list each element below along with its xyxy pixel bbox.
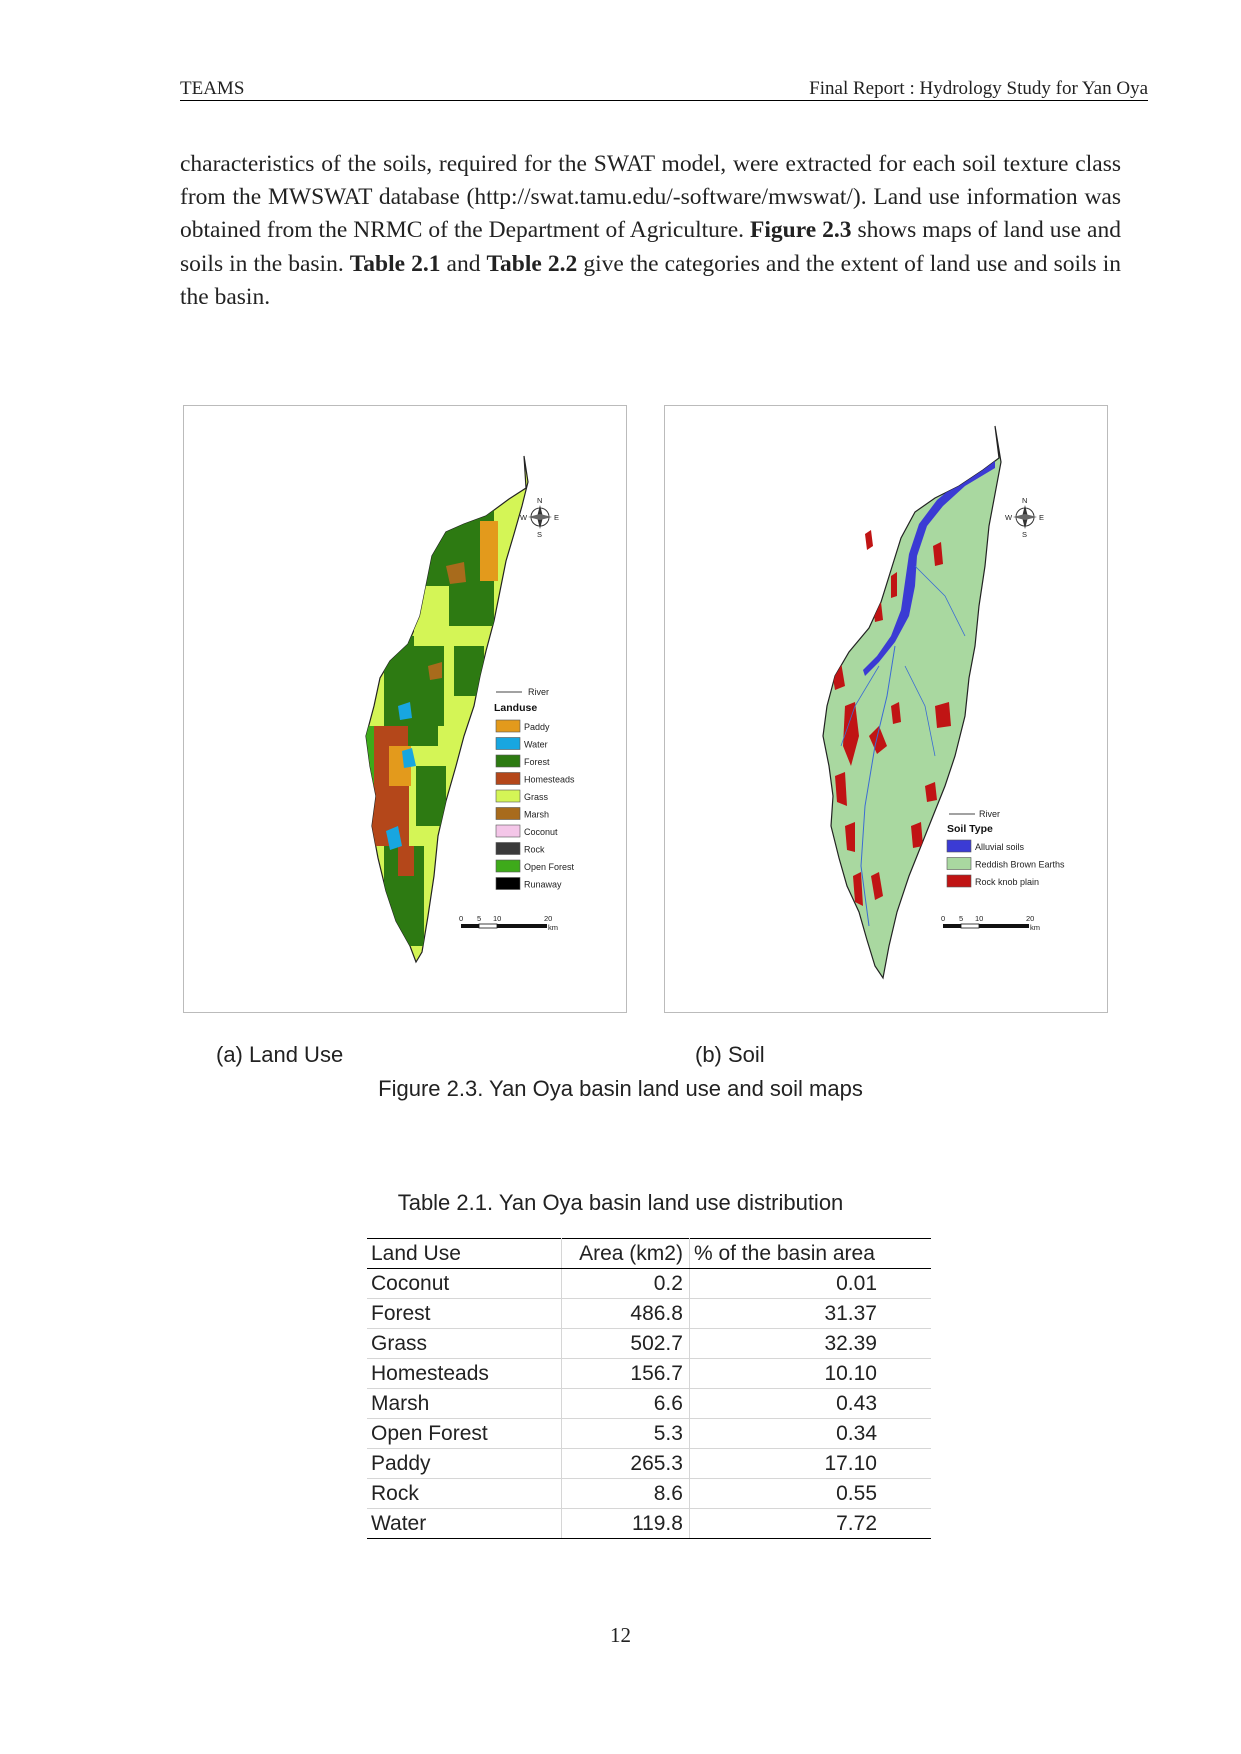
legend-label: Marsh [524, 809, 550, 820]
cell-percent: 31.37 [689, 1299, 931, 1329]
para-text-3: and [440, 250, 487, 277]
caption-b: (b) Soil [695, 1042, 765, 1067]
cell-land-use: Homesteads [367, 1359, 562, 1389]
legend-label: Forest [524, 757, 550, 767]
cell-area: 156.7 [562, 1359, 690, 1389]
cell-land-use: Forest [367, 1299, 562, 1329]
landuse-table [367, 1238, 931, 1539]
table-header-row [367, 1239, 931, 1269]
scale-0: 0 [459, 914, 464, 923]
cell-area: 8.6 [562, 1479, 690, 1509]
table-row [367, 1479, 931, 1509]
legend-label: Paddy [524, 722, 550, 732]
cell-percent: 32.39 [689, 1329, 931, 1359]
figure-caption: Figure 2.3. Yan Oya basin land use and soil maps [378, 1076, 863, 1101]
legend-label: Reddish Brown Earths [975, 859, 1065, 870]
header-area: Area (km2) [562, 1239, 690, 1269]
soil-compass-n: N [1022, 496, 1028, 505]
landuse-scale-bar [459, 914, 558, 932]
soil-compass-s: S [1022, 530, 1028, 539]
cell-land-use: Marsh [367, 1389, 562, 1419]
table-row [367, 1419, 931, 1449]
cell-percent: 0.01 [689, 1269, 931, 1299]
legend-label: Rock [524, 844, 545, 855]
landuse-map-graphic [184, 406, 626, 1012]
cell-percent: 17.10 [689, 1449, 931, 1479]
legend-swatch [496, 860, 520, 872]
soil-scale-10: 10 [975, 914, 984, 923]
soil-scale-0: 0 [941, 914, 946, 923]
cell-area: 5.3 [562, 1419, 690, 1449]
header-left: TEAMS [180, 78, 245, 99]
legend-river-label: River [528, 687, 550, 697]
compass-n: N [537, 496, 543, 505]
legend-swatch [496, 738, 520, 750]
landuse-map [183, 405, 627, 1013]
para-text-1: characteristics of the soils, required for the SWAT model, were extracted for each soil texture class from the MWSWAT database (http://swat.tamu.edu/-software/mwswat/). Land use information was obtained from the NRMC of the Department of Agriculture. [180, 151, 1121, 244]
page-header [180, 76, 1148, 101]
cell-percent: 0.43 [689, 1389, 931, 1419]
soil-legend-river-label: River [979, 809, 1001, 819]
table2-ref: Table 2.2 [486, 250, 578, 277]
para-text-4: give the categories and the extent of land use and soils in the basin. [180, 250, 1122, 310]
scale-10: 10 [493, 914, 502, 923]
soil-scale-bar [941, 914, 1040, 932]
cell-land-use: Coconut [367, 1269, 562, 1299]
cell-area: 502.7 [562, 1329, 690, 1359]
table-row [367, 1359, 931, 1389]
scale-5: 5 [477, 914, 482, 923]
legend-label: Open Forest [524, 862, 575, 872]
legend-label: Water [524, 739, 548, 750]
soil-scale-5: 5 [959, 914, 964, 923]
header-land-use: Land Use [367, 1239, 562, 1269]
cell-area: 0.2 [562, 1269, 690, 1299]
legend-swatch [947, 875, 971, 887]
cell-area: 119.8 [562, 1509, 690, 1539]
legend-swatch [496, 808, 520, 820]
soil-legend-title: Soil Type [947, 823, 993, 835]
cell-land-use: Rock [367, 1479, 562, 1509]
soil-compass [1005, 496, 1044, 539]
table-row [367, 1389, 931, 1419]
header-right: Final Report : Hydrology Study for Yan Oya [809, 78, 1148, 99]
cell-percent: 0.34 [689, 1419, 931, 1449]
cell-percent: 7.72 [689, 1509, 931, 1539]
caption-a: (a) Land Use [216, 1042, 344, 1067]
cell-percent: 10.10 [689, 1359, 931, 1389]
cell-area: 486.8 [562, 1299, 690, 1329]
legend-label: Grass [524, 792, 549, 802]
legend-title: Landuse [494, 702, 538, 714]
legend-swatch [496, 790, 520, 802]
table-row [367, 1299, 931, 1329]
table-title: Table 2.1. Yan Oya basin land use distribution [397, 1190, 844, 1215]
soil-scale-20: 20 [1026, 914, 1035, 923]
figure-ref: Figure 2.3 [749, 217, 852, 244]
legend-label: Runaway [524, 879, 562, 890]
soil-legend [947, 809, 1065, 887]
soil-compass-e: E [1039, 513, 1045, 522]
table-row [367, 1449, 931, 1479]
legend-swatch [496, 825, 520, 837]
legend-label: Alluvial soils [975, 842, 1025, 852]
legend-swatch [496, 720, 520, 732]
table1-ref: Table 2.1 [349, 250, 441, 277]
legend-swatch [496, 878, 520, 890]
landuse-legend [494, 687, 575, 890]
legend-label: Rock knob plain [975, 877, 1040, 887]
body-paragraph [180, 148, 1121, 314]
scale-20: 20 [544, 914, 553, 923]
cell-land-use: Grass [367, 1329, 562, 1359]
legend-swatch [947, 840, 971, 852]
header-percent: % of the basin area [689, 1239, 931, 1269]
legend-label: Homesteads [524, 774, 575, 785]
legend-swatch [496, 843, 520, 855]
cell-area: 265.3 [562, 1449, 690, 1479]
legend-swatch [947, 858, 971, 870]
cell-land-use: Open Forest [367, 1419, 562, 1449]
soil-map [664, 405, 1108, 1013]
soil-scale-unit: km [1030, 923, 1040, 932]
table-row [367, 1269, 931, 1299]
legend-swatch [496, 773, 520, 785]
page-number: 12 [610, 1623, 631, 1647]
legend-label: Coconut [524, 827, 558, 837]
cell-land-use: Water [367, 1509, 562, 1539]
scale-unit: km [548, 923, 558, 932]
cell-percent: 0.55 [689, 1479, 931, 1509]
landuse-compass [520, 496, 559, 539]
compass-e: E [554, 513, 560, 522]
para-text-2: shows maps of land use and soils in the basin. [180, 217, 1121, 277]
soil-compass-w: W [1005, 513, 1013, 522]
compass-s: S [537, 530, 543, 539]
legend-swatch [496, 755, 520, 767]
cell-area: 6.6 [562, 1389, 690, 1419]
compass-w: W [520, 513, 528, 522]
table-row [367, 1329, 931, 1359]
soil-map-graphic [665, 406, 1107, 1012]
cell-land-use: Paddy [367, 1449, 562, 1479]
table-row [367, 1509, 931, 1539]
